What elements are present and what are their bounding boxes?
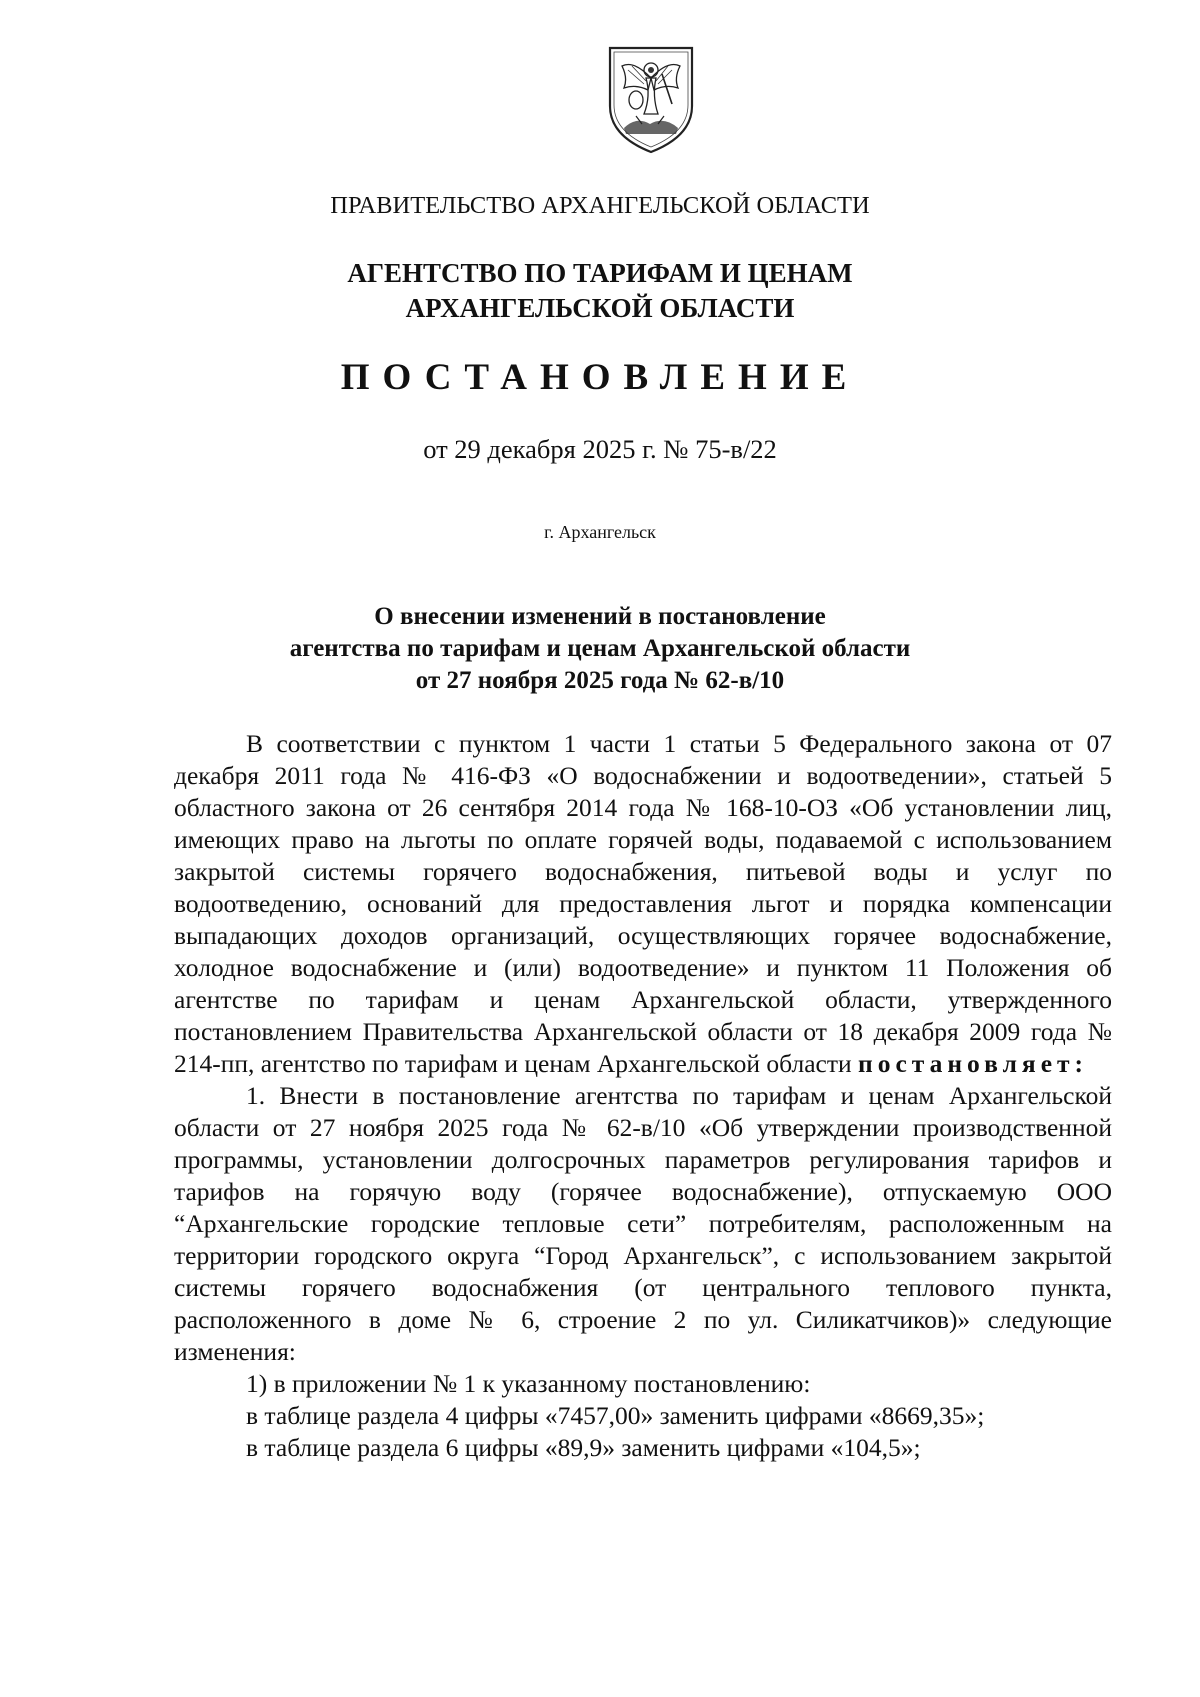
preamble-paragraph: [174, 728, 1112, 1080]
government-name: ПРАВИТЕЛЬСТВО АРХАНГЕЛЬСКОЙ ОБЛАСТИ: [330, 192, 870, 219]
agency-name: [0, 256, 1200, 326]
document-body: [174, 728, 1112, 1464]
document-title-line3: от 27 ноября 2025 года № 62-в/10: [415, 667, 785, 694]
document-type: ПОСТАНОВЛЕНИЕ: [340, 357, 860, 398]
document-title-line2: агентства по тарифам и ценам Архангельской области: [289, 635, 911, 662]
arkhangelsk-coat-of-arms-icon: [606, 44, 696, 156]
preamble-text: В соответствии с пунктом 1 части 1 статьи 5 Федерального закона от 07 декабря 2011 года № 416-ФЗ «О водоснабжении и водоотведении», статьей 5 областного закона от 26 сентября 2014 года № 168-10-ОЗ «Об установлении лиц, имеющих право на льготы по оплате горячей воды, подаваемой с использованием закрытой системы горячего водоснабжения, питьевой воды и услуг по водоотведению, оснований для предоставления льгот и порядка компенсации выпадающих доходов организаций, осуществляющих горячее водоснабжение, холодное водоснабжение и (или) водоотведение» и пунктом 11 Положения об агентстве по тарифам и ценам Архангельской области, утвержденного постановлением Правительства Архангельской области от 18 декабря 2009 года № 214-пп, агентство по тарифам и ценам Архангельской области: [174, 729, 1112, 1078]
agency-name-line1: АГЕНТСТВО ПО ТАРИФАМ И ЦЕНАМ: [347, 258, 853, 288]
sub-item-1: 1) в приложении № 1 к указанному постановлению:: [246, 1369, 811, 1398]
document-title-line1: О внесении изменений в постановление: [374, 603, 826, 630]
agency-name-line2: АРХАНГЕЛЬСКОЙ ОБЛАСТИ: [405, 293, 795, 323]
document-title: [0, 601, 1200, 697]
item-1-paragraph: 1. Внести в постановление агентства по тарифам и ценам Архангельской области от 27 ноября 2025 года № 62-в/10 «Об утверждении производственной программы, установлении долгосрочных параметров регулирования тарифов и тарифов на горячую воду (горячее водоснабжение), отпускаемую ООО “Архангельские городские тепловые сети” потребителям, расположенным на территории городского округа “Город Архангельск”, с использованием закрытой системы горячего водоснабжения (от центрального теплового пункта, расположенного в доме № 6, строение 2 по ул. Силикатчиков)» следующие изменения:: [174, 1081, 1112, 1366]
document-date-number: от 29 декабря 2025 г. № 75-в/22: [423, 434, 777, 464]
change-item-1: в таблице раздела 4 цифры «7457,00» заменить цифрами «8669,35»;: [246, 1401, 985, 1430]
decides-keyword: постановляет:: [858, 1049, 1089, 1078]
change-item-2: в таблице раздела 6 цифры «89,9» заменить цифрами «104,5»;: [246, 1433, 921, 1462]
document-city: г. Архангельск: [544, 522, 656, 542]
